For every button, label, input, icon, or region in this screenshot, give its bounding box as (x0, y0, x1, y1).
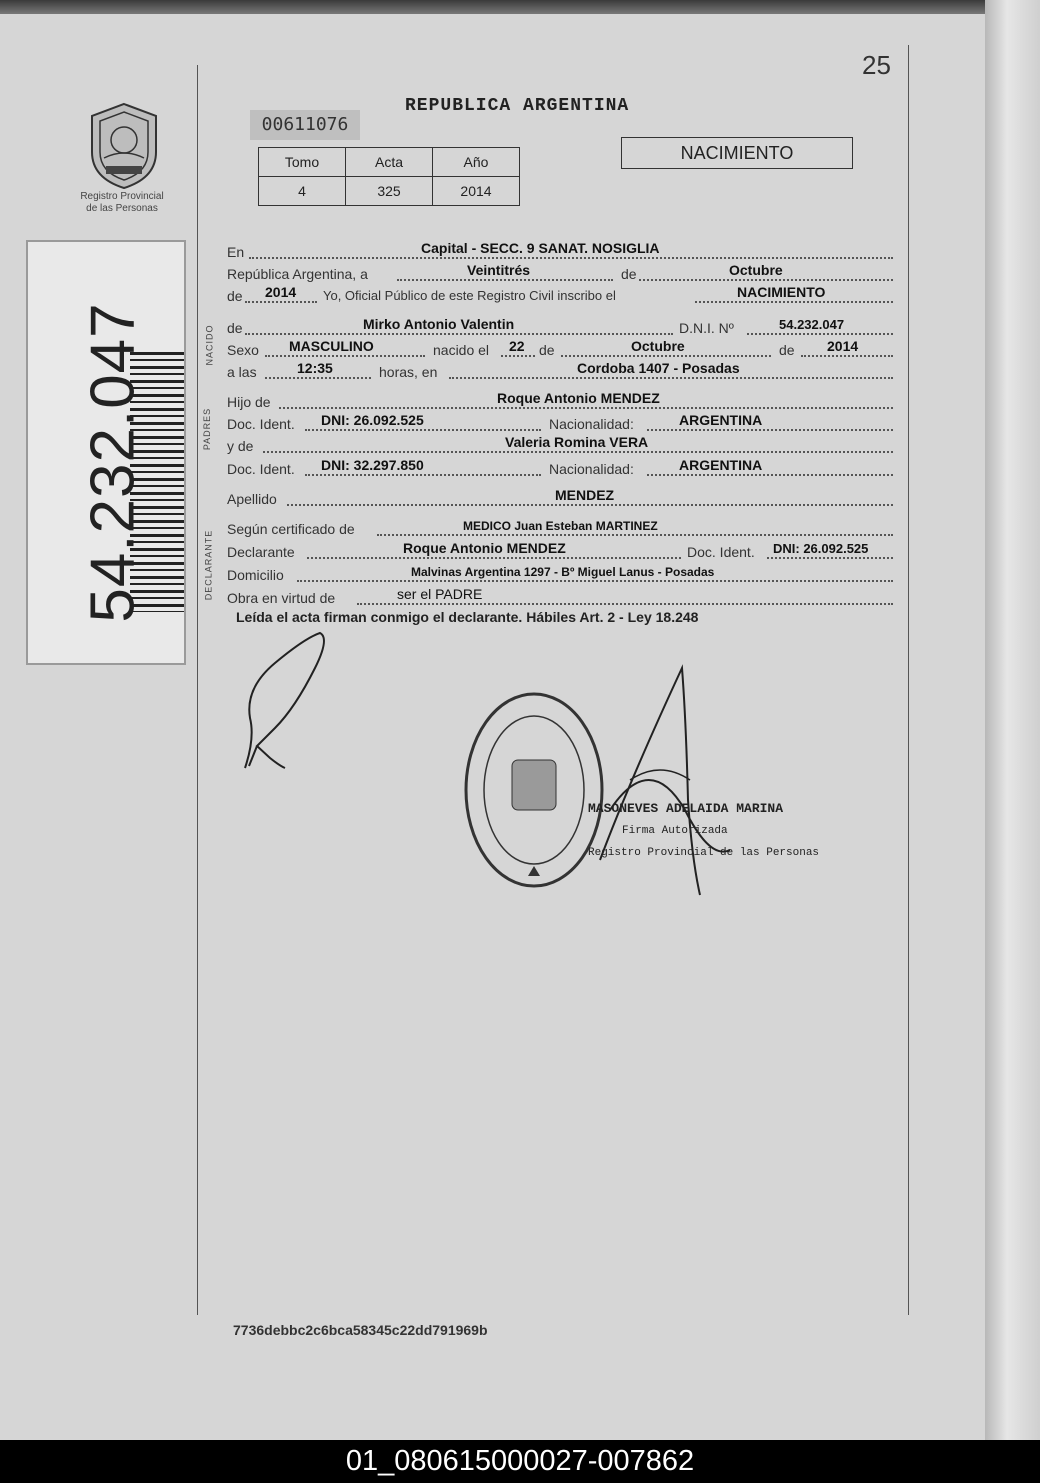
dotted-line (501, 355, 535, 357)
dotted-line (397, 279, 613, 281)
record-type-box: NACIMIENTO (621, 137, 853, 169)
form-row-madre (227, 434, 893, 454)
form-row-hora (227, 360, 893, 380)
section-label-declarante: DECLARANTE (203, 529, 214, 601)
table-cell-anio: 2014 (433, 177, 520, 206)
stamp-signer-name: MASONEVES ADELAIDA MARINA (588, 801, 784, 816)
form-row-doc-madre (227, 457, 893, 477)
label-doc-ident: Doc. Ident. (227, 461, 295, 477)
value-nacido-dia: 22 (509, 338, 525, 354)
form-row-declarante (227, 540, 893, 560)
table-cell-acta: 325 (346, 177, 433, 206)
label-dni: D.N.I. Nº (679, 320, 734, 336)
label-obra: Obra en virtud de (227, 590, 336, 606)
official-seal-icon (462, 690, 607, 890)
dotted-line (747, 333, 893, 335)
form-row-fecha (227, 262, 893, 282)
label-yo-oficial: Yo, Oficial Público de este Registro Civil inscribo el (323, 288, 616, 303)
dotted-line (297, 580, 893, 582)
value-declarante-doc: DNI: 26.092.525 (773, 541, 869, 556)
serial-number: 00611076 (250, 110, 360, 140)
label-y-de: y de (227, 438, 254, 454)
label-declarante-doc: Doc. Ident. (687, 544, 755, 560)
stamp-signer-role: Firma Autorizada (622, 825, 728, 837)
dotted-line (449, 377, 893, 379)
dotted-line (767, 557, 893, 559)
value-madre-nacionalidad: ARGENTINA (679, 457, 763, 473)
dotted-line (249, 257, 893, 259)
table-header-tomo: Tomo (259, 148, 346, 177)
value-obra: ser el PADRE (397, 586, 483, 602)
right-margin-line (908, 45, 909, 1315)
page-number: 25 (862, 50, 891, 80)
section-label-padres: PADRES (202, 407, 213, 451)
closing-statement: Leída el acta firman conmigo el declarante. Hábiles Art. 2 - Ley 18.248 (236, 609, 699, 625)
officer-signature-icon (590, 660, 740, 900)
dotted-line (307, 557, 681, 559)
value-hora: 12:35 (297, 360, 333, 376)
dotted-line (265, 355, 425, 357)
barcode-number: 54.232.047 (78, 302, 148, 623)
label-de2: de (227, 288, 243, 304)
label-sexo: Sexo (227, 342, 259, 358)
dotted-line (265, 377, 371, 379)
label-en: En (227, 244, 245, 260)
value-domicilio: Malvinas Argentina 1297 - Bº Miguel Lanus - Posadas (411, 565, 715, 579)
value-madre-doc: DNI: 32.297.850 (321, 457, 424, 473)
form-row-sexo (227, 338, 893, 358)
dotted-line (639, 279, 893, 281)
form-row-inscribo (227, 284, 893, 304)
left-margin-line (197, 65, 198, 1315)
dotted-line (801, 355, 893, 357)
label-nacido-de: de (539, 342, 555, 358)
value-padre-doc: DNI: 26.092.525 (321, 412, 424, 428)
logo-caption-line: Registro Provincial (80, 191, 164, 202)
value-apellido: MENDEZ (555, 487, 615, 503)
label-de: de (621, 266, 637, 282)
label-horas-en: horas, en (379, 364, 438, 380)
form-row-nombre (227, 316, 893, 336)
label-nacionalidad: Nacionalidad: (549, 416, 634, 432)
dotted-line (647, 429, 893, 431)
value-padre: Roque Antonio MENDEZ (497, 390, 660, 406)
label-certificado: Según certificado de (227, 521, 355, 537)
tomo-acta-table (258, 147, 520, 206)
dotted-line (279, 407, 893, 409)
logo-caption (62, 191, 182, 215)
value-nacido-anio: 2014 (827, 338, 859, 354)
stamp-signer-org: Registro Provincial de las Personas (588, 847, 820, 859)
form-row-obra (227, 586, 893, 606)
label-nombre-de: de (227, 320, 243, 336)
label-nacido-el: nacido el (433, 342, 490, 358)
table-header-acta: Acta (346, 148, 433, 177)
label-doc-ident: Doc. Ident. (227, 416, 295, 432)
scan-footer-id: 01_080615000027-007862 (0, 1440, 1040, 1483)
value-lugar-registro: Capital - SECC. 9 SANAT. NOSIGLIA (421, 240, 660, 256)
value-anio: 2014 (265, 284, 297, 300)
value-lugar-nacimiento: Cordoba 1407 - Posadas (577, 360, 740, 376)
label-republica: República Argentina, a (227, 266, 368, 282)
dotted-line (305, 429, 541, 431)
label-declarante: Declarante (227, 544, 295, 560)
form-row-en (227, 240, 893, 260)
value-declarante: Roque Antonio MENDEZ (403, 540, 566, 556)
form-row-padre (227, 390, 893, 410)
label-nacionalidad: Nacionalidad: (549, 461, 634, 477)
dotted-line (647, 474, 893, 476)
value-inscribo: NACIMIENTO (737, 284, 826, 300)
dotted-line (305, 474, 541, 476)
value-nombre: Mirko Antonio Valentin (363, 316, 515, 332)
label-apellido: Apellido (227, 491, 277, 507)
dotted-line (561, 355, 771, 357)
dotted-line (245, 333, 673, 335)
book-binding-edge (985, 0, 1040, 1440)
dotted-line (287, 504, 893, 506)
value-sexo: MASCULINO (289, 338, 374, 354)
form-row-certificado (227, 517, 893, 537)
label-a-las: a las (227, 364, 257, 380)
value-certificado: MEDICO Juan Esteban MARTINEZ (463, 519, 658, 533)
dotted-line (245, 301, 317, 303)
dotted-line (695, 301, 893, 303)
form-row-domicilio (227, 563, 893, 583)
value-dia: Veintitrés (467, 262, 531, 278)
value-dni: 54.232.047 (779, 317, 845, 332)
barcode-sticker (26, 240, 186, 665)
document-hash: 7736debbc2c6bca58345c22dd791969b (233, 1322, 488, 1338)
value-nacido-mes: Octubre (631, 338, 685, 354)
document-title: REPUBLICA ARGENTINA (405, 96, 630, 116)
declarant-signature-icon (235, 628, 345, 778)
dotted-line (357, 603, 893, 605)
label-domicilio: Domicilio (227, 567, 284, 583)
value-mes: Octubre (729, 262, 783, 278)
value-padre-nacionalidad: ARGENTINA (679, 412, 763, 428)
form-row-doc-padre (227, 412, 893, 432)
label-nacido-de2: de (779, 342, 795, 358)
table-cell-tomo: 4 (259, 177, 346, 206)
logo-caption-line: de las Personas (86, 203, 158, 214)
dotted-line (263, 451, 893, 453)
provincial-emblem-icon (84, 100, 164, 190)
label-hijo-de: Hijo de (227, 394, 271, 410)
form-row-apellido (227, 487, 893, 507)
value-madre: Valeria Romina VERA (505, 434, 649, 450)
table-header-anio: Año (433, 148, 520, 177)
section-label-nacido: NACIDO (204, 324, 215, 366)
dotted-line (377, 534, 893, 536)
